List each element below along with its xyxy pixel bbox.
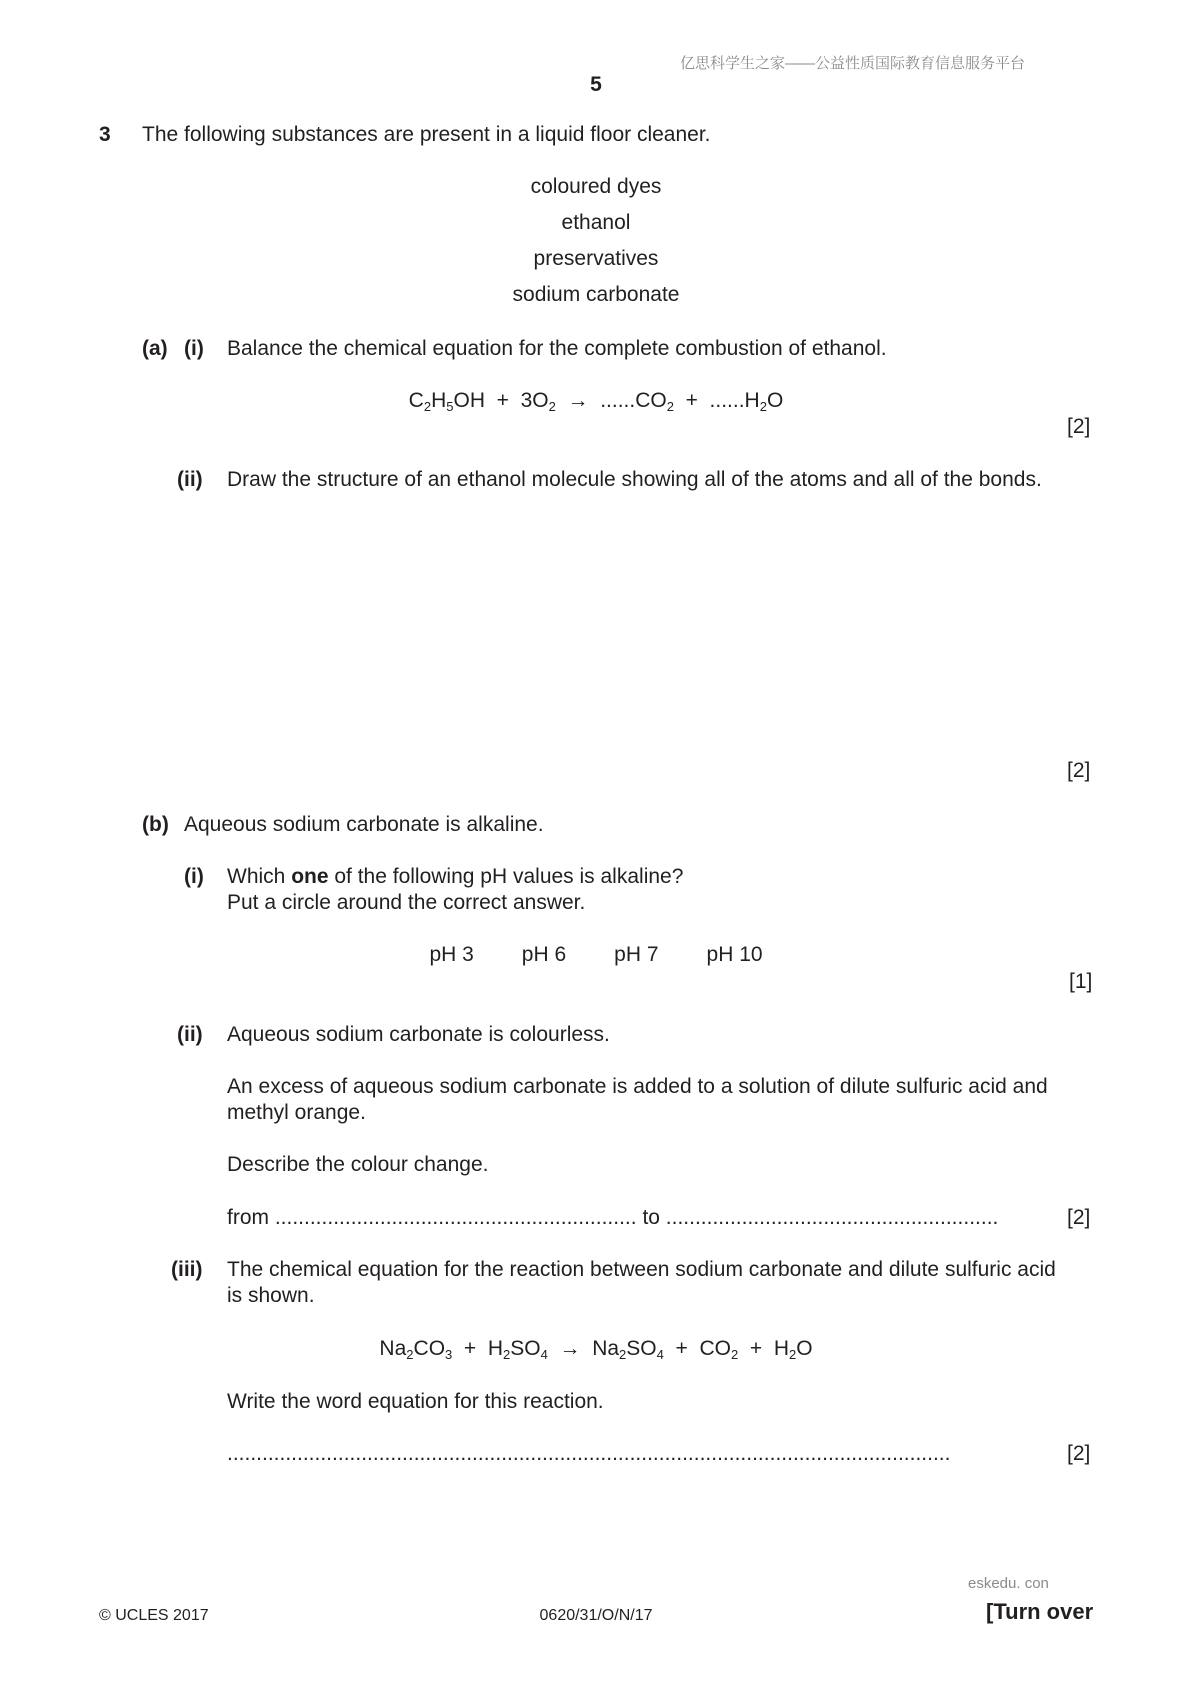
part-a-ii-text: Draw the structure of an ethanol molecule showing all of the atoms and all of the bonds. [227,468,1042,491]
part-b-i-label: (i) [184,865,204,888]
paper-code: 0620/31/O/N/17 [539,1607,653,1624]
question-intro: The following substances are present in a liquid floor cleaner. [142,123,711,146]
watermark-text: 亿思科学生之家——公益性质国际教育信息服务平台 [680,55,1026,72]
word-equation-answer-line[interactable]: ............................................................................................................................ [227,1442,951,1465]
substance-item: coloured dyes [530,175,662,198]
part-a-i-text: Balance the chemical equation for the complete combustion of ethanol. [227,337,887,360]
part-a-label: (a) [142,337,168,360]
copyright: © UCLES 2017 [99,1607,209,1624]
ph-option[interactable]: pH 3 [429,943,474,966]
turn-over: [Turn over [986,1599,1094,1624]
page-number: 5 [590,73,602,96]
question-number: 3 [99,123,111,146]
part-b-intro: Aqueous sodium carbonate is alkaline. [184,813,544,836]
marks-a-ii: [2] [1067,759,1091,782]
part-b-iii-label: (iii) [171,1258,203,1281]
part-a-ii-label: (ii) [177,468,203,491]
part-b-iii-text1b: is shown. [227,1284,315,1307]
part-a-i-label: (i) [184,337,204,360]
substance-item: ethanol [561,211,631,234]
part-b-iii-text1a: The chemical equation for the reaction between sodium carbonate and dilute sulfuric acid [227,1258,1056,1281]
site-watermark: eskedu. con [968,1575,1049,1592]
part-b-ii-text2b: methyl orange. [227,1101,366,1124]
to-answer-line[interactable]: ......................................................... [665,1206,999,1229]
ph-option[interactable]: pH 10 [706,943,763,966]
substance-item: preservatives [533,247,659,270]
colour-change-answer: from .............................................................. to ......................................................... [227,1206,999,1229]
sulfuric-acid-equation: $Na_2CO_3 + H_2SO_4 \to Na_2SO_4 + CO_2 + H_2O$ [379,1337,813,1362]
part-b-i-instruction: Put a circle around the correct answer. [227,891,586,914]
marks-b-ii: [2] [1067,1206,1091,1229]
ph-options [405,942,786,967]
part-b-iii-text2: Write the word equation for this reaction. [227,1390,604,1413]
marks-b-iii: [2] [1067,1442,1091,1465]
ph-option[interactable]: pH 7 [614,943,659,966]
marks-b-i: [1] [1069,970,1093,993]
part-b-label: (b) [142,813,169,836]
drawing-answer-space[interactable] [227,500,1087,740]
marks-a-i: [2] [1067,415,1091,438]
part-b-i-question: Which one of the following pH values is alkaline? [227,865,684,888]
substance-item: sodium carbonate [512,283,680,306]
combustion-equation: $C_2H_5OH + 3O_2 \to ......CO_2 + ......H_2O$ [408,389,784,414]
part-b-ii-label: (ii) [177,1023,203,1046]
part-b-ii-text1: Aqueous sodium carbonate is colourless. [227,1023,610,1046]
ph-option[interactable]: pH 6 [521,943,567,966]
from-answer-line[interactable]: .............................................................. [274,1206,637,1229]
part-b-ii-text3: Describe the colour change. [227,1153,489,1176]
part-b-ii-text2a: An excess of aqueous sodium carbonate is added to a solution of dilute sulfuric acid and [227,1075,1048,1098]
